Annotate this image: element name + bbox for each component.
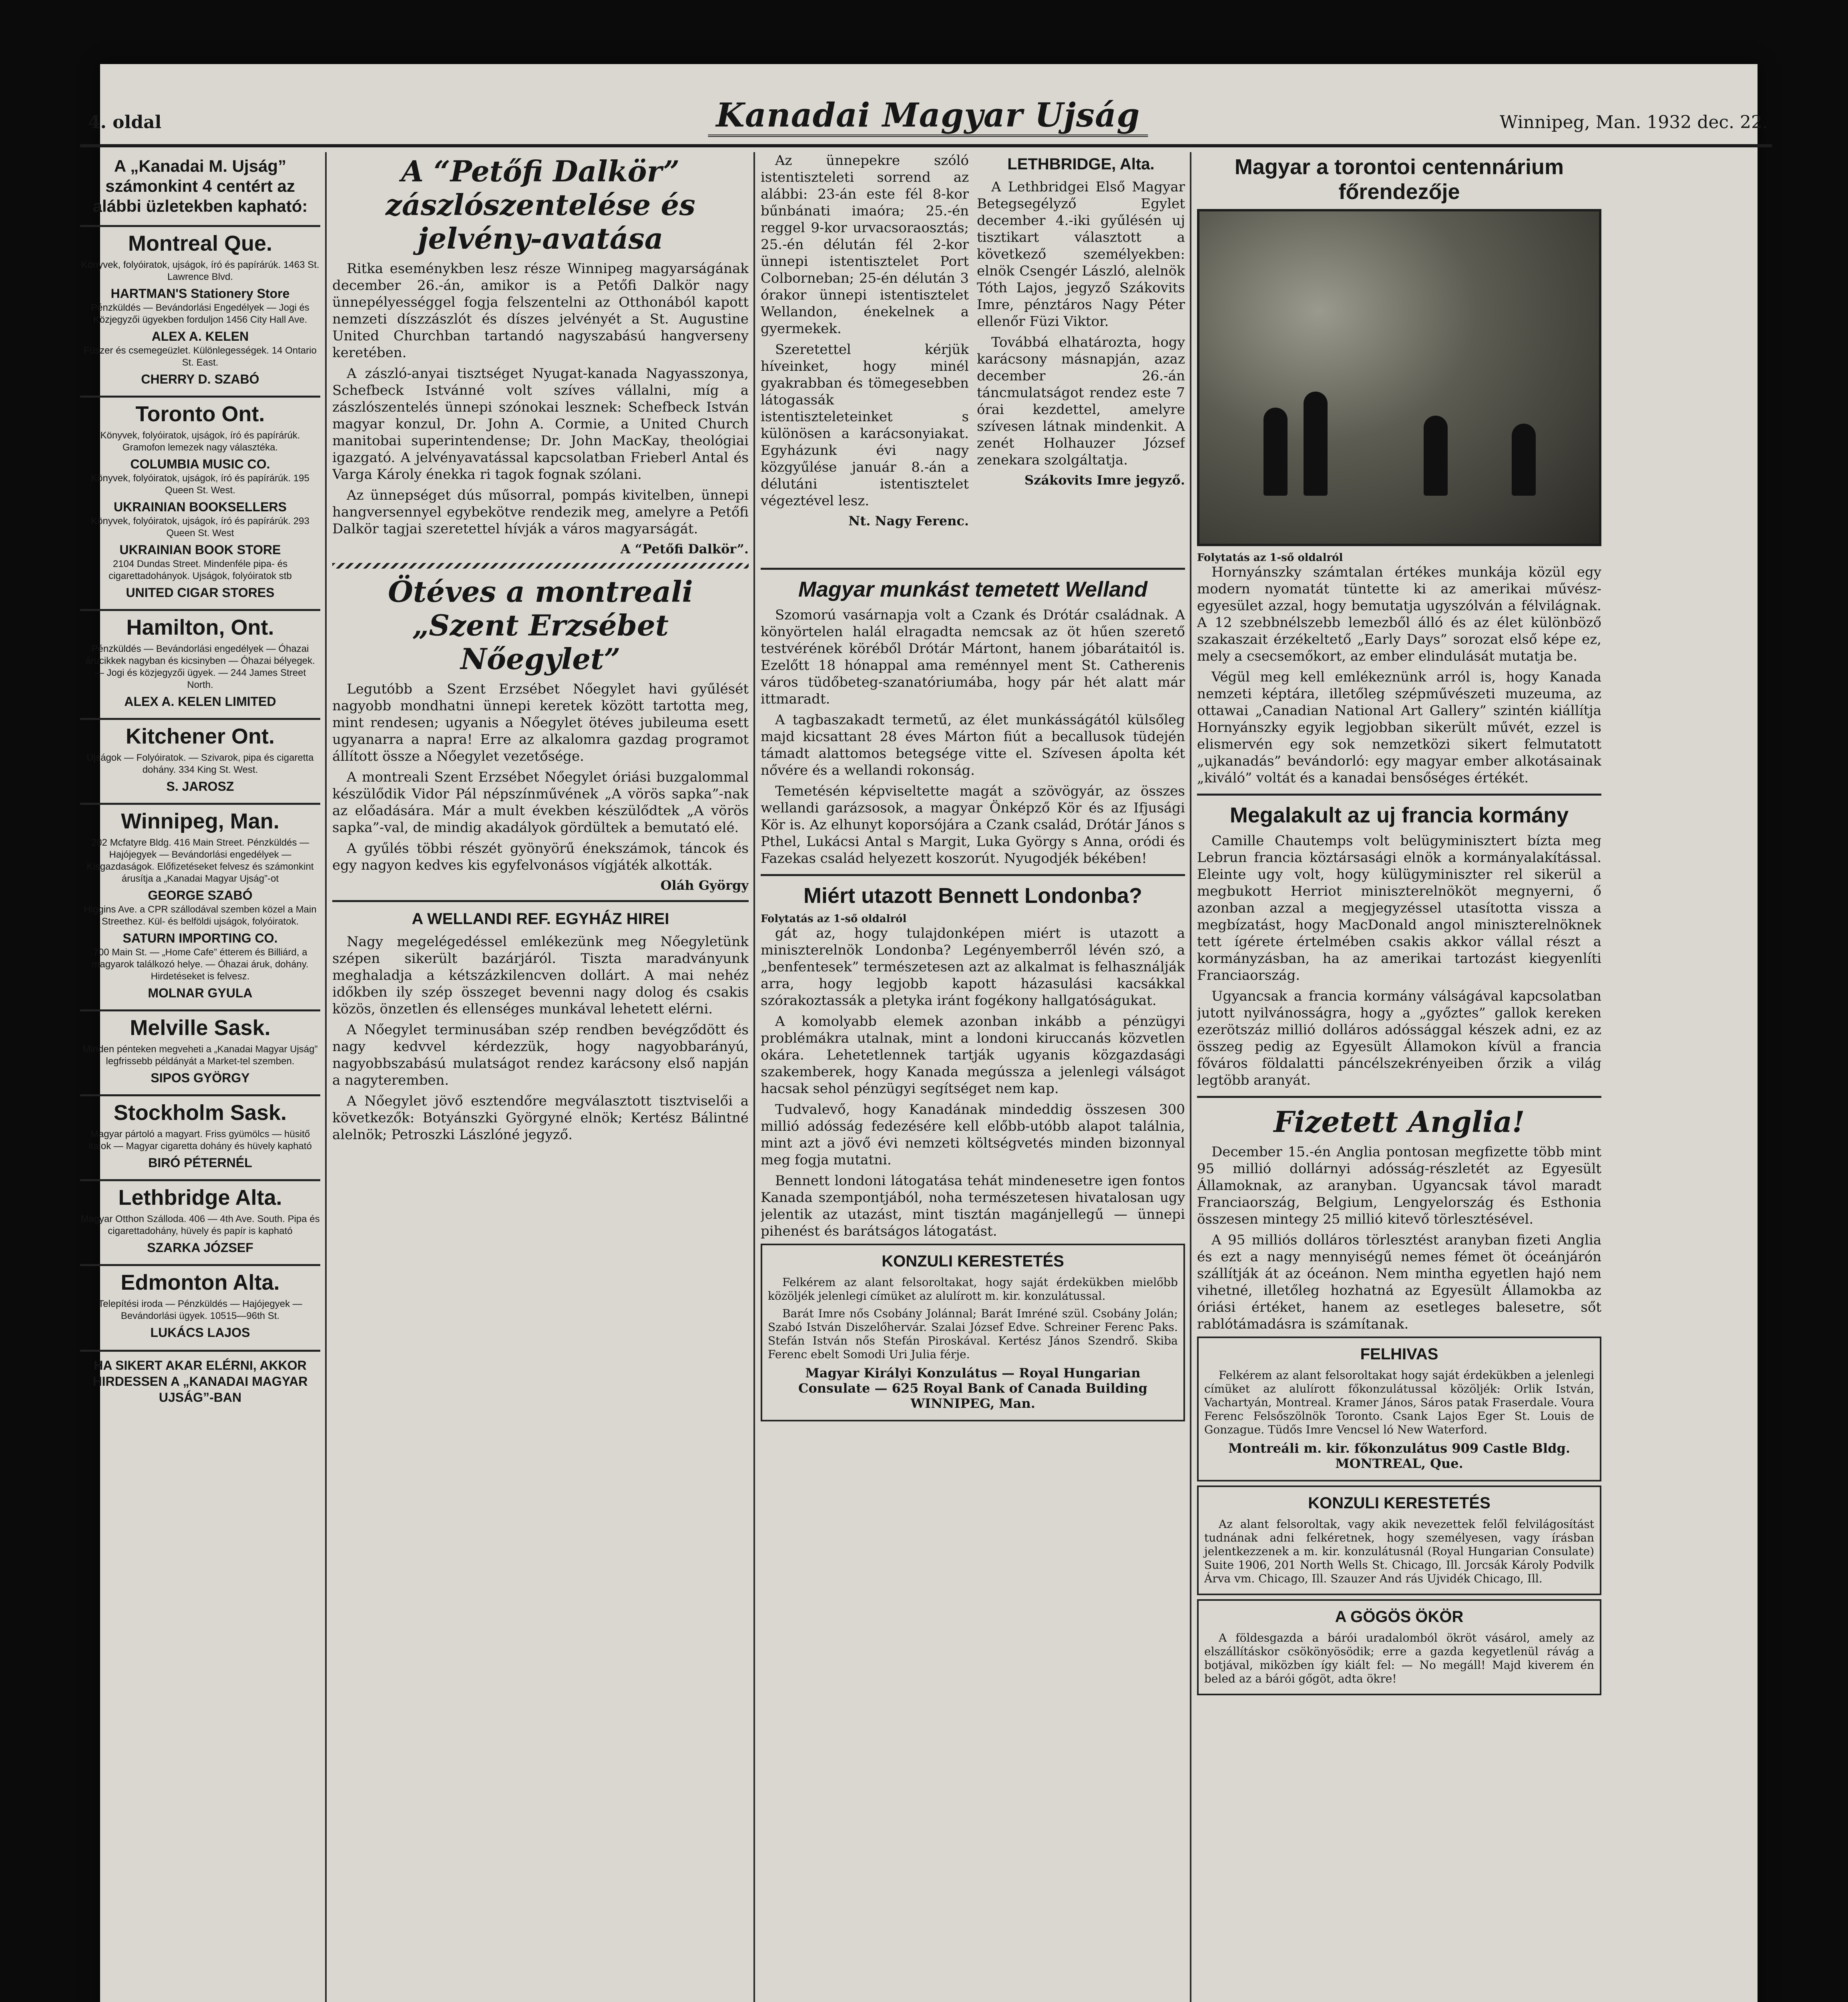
- ad-shop-info: Könyvek, folyóiratok, ujságok, író és papírárúk. 293 Queen St. West: [91, 516, 309, 539]
- ad-shop-info: Füszer és csemegeüzlet. Különlegességek. 14 Ontario St. East.: [84, 345, 317, 368]
- column-rule: [325, 152, 327, 2002]
- article-title: Magyar munkást temetett Welland: [798, 577, 1148, 601]
- article-paragraph: A montreali Szent Erzsébet Nőegylet óriási buzgalommal készülődik Vidor Pál népszínművének „A vörös sapka”-nak az előadására. Már a mult években készülődtek „A vörös sapka”-val, de mindig akadályok gördültek a bemutató elé.: [332, 769, 749, 836]
- anecdote-paragraph: A földesgazda a bárói uradalomból ökröt vásárol, amely az elszállításkor csökönyösödik; erre a gazda kegyetlenül rávág a botjával, miközben így kiált fel: — No megáll! Majd kiverem én beled az a bárói gőgöt, adta ökre!: [1204, 1631, 1594, 1685]
- divider: [761, 874, 1185, 876]
- notice-paragraph: Felkérem az alant felsoroltakat hogy saját érdekükben a jelenlegi címüket az alulírott főkonzulátussal közöljék: Orlik István, Vachartyán, Montreal. Kramer János, Sáros patak Fraserdale. Voura Ferenc Felsőszölnök Toronto. Csank Lajos Eger St. Louis de Gonzague. Tüdős Imre Vencsel ló New Waterford.: [1204, 1369, 1594, 1436]
- column-2: [332, 152, 749, 2002]
- ad-shop-info: Könyvek, folyóiratok, ujságok, író és papírárúk. Gramofon lemezek nagy választéka.: [100, 430, 300, 453]
- article-paragraph: Hornyánszky számtalan értékes munkája közül egy modern nyomatát tüntette ki az amerikai művész-egyesület azzal, hogy bemutatja ugyszólván a félvilágnak. A 12 szebbnélszebb lemezből álló és az élet különböző szakaszait érzékeltető „Early Days” sorozat első képe ez, mely a csecsemőkort, az ember elindulását mutatja be.: [1197, 564, 1601, 664]
- ad-shop-info: Könyvek, folyóiratok, ujságok, író és papírárúk. 1463 St. Lawrence Blvd.: [81, 259, 319, 282]
- ad-shop-info: 202 Mcfatyre Bldg. 416 Main Street. Pénzküldés — Hajójegyek — Bevándorlási engedélyek — Kisgazdaságok. Előfizetéseket felvesz és számonkint árusítja a „Kanadai Magyar Ujság”-ot: [86, 837, 314, 884]
- ad-shop-info: Pénzküldés — Bevándorlási Engedélyek — Jogi és Közjegyzői ügyekben forduljon 1456 City Hall Ave.: [91, 302, 309, 325]
- divider: [332, 900, 749, 902]
- ad-city-heading: Edmonton Alta.: [80, 1264, 320, 1295]
- ad-shop-name: CHERRY D. SZABÓ: [141, 372, 259, 386]
- anecdote-box: [1197, 1599, 1601, 1695]
- figure-silhouette: [1512, 424, 1536, 496]
- article-paragraph: Tudvalevő, hogy Kanadának mindeddig összesen 300 millió adósság fedezésére kell előbb-utóbb alapot találnia, mint azt a jövő évi nemzeti költségvetés minden bizonnyal meg fogja mutatni.: [761, 1102, 1185, 1168]
- ad-shop-name: UNITED CIGAR STORES: [126, 585, 275, 600]
- ad-shop-info: Minden pénteken megveheti a „Kanadai Magyar Ujság” legfrissebb példányát a Market-tel szemben.: [82, 1044, 318, 1067]
- ad-shop-name: UKRAINIAN BOOKSELLERS: [113, 500, 287, 514]
- figure-silhouette: [1304, 392, 1328, 496]
- article-paragraph: gát az, hogy tulajdonképen miért is utazott a miniszterelnök Londonba? Legényemberről lévén szó, a „benfentesek” természetesen azt az alkalmat is felhasználják arra, hogy legjobb kapott házasulási kacsákkal szórakoztassák a pletyka iránt fogékony hallgatóságukat.: [761, 925, 1185, 1009]
- page-number: 4. oldal: [88, 112, 162, 133]
- divider: [761, 568, 1185, 570]
- column-3b: [977, 152, 1185, 513]
- article-paragraph: A Lethbridgei Első Magyar Betegsegélyző Egylet december 4.-iki gyűlésén uj tisztikart választott a következő személyekben: elnök Csengér László, alelnök Tóth Lajos, jegyző Szákovits Imre, pénztáros Nagy Péter ellenőr Füzi Viktor.: [977, 179, 1185, 330]
- article-paragraph: A komolyabb elemek azonban inkább a pénzügyi problémákra utalnak, mint a londoni kiruccanás közvetlen okára. Lehetetlennek tartják ugyanis közgazdasági szakemberek, hogy Kanada megússza a jelenlegi válságot hacsak sehol pénzügyi segítséget nem kap.: [761, 1013, 1185, 1097]
- column-rule: [753, 152, 755, 2002]
- article-title: Magyar a torontoi centennárium főrendezője: [1234, 155, 1564, 204]
- article-paragraph: Szeretettel kérjük híveinket, hogy minél gyakrabban és tömegesebben látogassák istentiszteleteinket s különösen a karácsonyiakat. Egyházunk évi nagy közgyűlése január 8.-án a délutáni istentisztelet végeztével lesz.: [761, 342, 969, 509]
- notice-paragraph: Az alant felsoroltak, vagy akik nevezettek felől felvilágosítást tudnának adni felkéretnek, hogy személyesen, vagy írásban jelentkezzenek a m. kir. konzulátusnál (Royal Hungarian Consulate) Suite 1906, 201 North Wells St. Chicago, Ill. Jorcsák Károly Podvilk Árva vm. Chicago, Ill. Szauzer And rás Ujvidék Chicago, Ill.: [1204, 1518, 1594, 1585]
- ad-city-heading: Hamilton, Ont.: [80, 609, 320, 640]
- article-paragraph: A Nőegylet jövő esztendőre megválasztott tisztviselői a következők: Botyánszki Györgyné elnök; Kertész Bálintné alelnök; Petroszki Lászlóné jegyző.: [332, 1093, 749, 1143]
- notice-title: KONZULI KERESTETÉS: [1308, 1494, 1490, 1512]
- article-paragraph: A 95 milliós dolláros törlesztést aranyban fizeti Anglia és ezt a nagy mennyiségű nemes fémet öt óceánjárón szállítják át az óceánon. Nem mintha egyetlen hajó nem vihetné, illetőleg hozhatná az Egyesült Államokba az óriási értéket, hanem az esetleges balesetre, sőt rablótámadásra is számítanak.: [1197, 1232, 1601, 1332]
- notice-paragraph: Barát Imre nős Csobány Jolánnal; Barát Imréné szül. Csobány Jolán; Szabó István Diszelőhervár. Szalai József Edve. Schreiner Ferenc Paks. Stefán István nős Stefán Piroskával. Kertész János Szendrő. Skiba Ferenc ebelt Somodi Uri Julia férje.: [768, 1307, 1178, 1361]
- consulate-address: Montreáli m. kir. főkonzulátus 909 Castle Bldg. MONTREAL, Que.: [1228, 1441, 1570, 1471]
- artwork-photo: [1197, 209, 1601, 546]
- article-paragraph: Továbbá elhatározta, hogy karácsony másnapján, azaz december 26.-án táncmulatságot rendez este 7 órai kezdettel, amelyre szívesen látnak mindenkit. A zenét Holhauzer József zenekara szolgáltatja.: [977, 334, 1185, 468]
- masthead: [88, 96, 1768, 140]
- article-signature: Nt. Nagy Ferenc.: [848, 513, 969, 529]
- ad-shop-name: SZARKA JÓZSEF: [147, 1240, 253, 1255]
- article-paragraph: Temetésén képviseltette magát a szövögyár, az összes wellandi garázsosok, a magyar Önképző Kör és az Ifjusági Kör is. Az elhunyt koporsójára a Czank család, Drótár János s Pthel, Lukácsi Antal s Margit, Luka György s Anna, oródi és Fazekas család helyezett koszorút. Nyugodjék békében!: [761, 783, 1185, 866]
- figure-silhouette: [1424, 416, 1448, 496]
- figure-silhouette: [1263, 408, 1288, 496]
- article-paragraph: Az ünnepséget dús műsorral, pompás kivitelben, ünnepi hangversennyel egybekötve rendezik meg, amelyre a Petőfi Dalkör tagjai szeretettel hívják a város magyarságát.: [332, 487, 749, 537]
- article-paragraph: A tagbaszakadt termetű, az élet munkásságától külsőleg majd kicsattant 28 éves Márton fiút a becallusok tüdején támadt alattomos betegsége vitte el. Szívesen ápolta két nővére és a wellandi rokonság.: [761, 712, 1185, 778]
- ad-shop-info: 2104 Dundas Street. Mindenféle pipa- és cigarettadohányok. Ujságok, folyóiratok stb: [108, 559, 292, 581]
- article-paragraph: Legutóbb a Szent Erzsébet Nőegylet havi gyűlését nagyobb mondhatni ünnepi keretek között tartotta meg, mint rendesen; ugyanis a Nőegylet ötéves jubileuma esett ugyanarra a napra! Erre az alkalomra gazdag programot állított össze a Nőegylet vezetősége.: [332, 681, 749, 764]
- column-rule: [1190, 152, 1191, 2002]
- article-paragraph: Az ünnepekre szóló istentiszteleti sorrend az alábbi: 23-án este fél 8-kor bűnbánati imaóra; 25.-én reggel 9-kor urvacsoraosztás; 25.-én délután fél 2-kor ünnepi istentisztelet Port Colborneban; 25-én délután 3 órakor ünnepi istentisztelet Wellandon, énekelnek a gyermekek.: [761, 153, 969, 337]
- article-paragraph: A gyűlés többi részét gyönyörű énekszámok, táncok és egy nagyon kedves kis egyfelvonásos vígjáték alkották.: [332, 840, 749, 873]
- notice-title: KONZULI KERESTETÉS: [882, 1252, 1064, 1270]
- ad-shop-info: Könyvek, folyóiratok, ujságok, író és papírárúk. 195 Queen St. West.: [91, 473, 309, 496]
- ad-shop-name: HARTMAN'S Stationery Store: [110, 286, 290, 301]
- divider: [1197, 794, 1601, 796]
- ad-shop-name: MOLNAR GYULA: [148, 986, 253, 1000]
- issue-date: Winnipeg, Man. 1932 dec. 22.: [1500, 112, 1768, 133]
- article-paragraph: Bennett londoni látogatása tehát mindenesetre igen fontos Kanada szempontjából, noha természetesen hivatalosan ugy jelentik az utazást, mint tisztán magánjellegű — ünnepi pihenést és barátságos látogatást.: [761, 1173, 1185, 1239]
- ad-shop-info: Magyar pártoló a magyart. Friss gyümölcs — hüsitő italok — Magyar cigaretta dohány és hüvely kapható: [88, 1129, 312, 1152]
- notice-paragraph: Felkérem az alant felsoroltakat, hogy saját érdekükben mielőbb közöljék jelenlegi címüket az alulírott m. kir. konzulátussal.: [768, 1276, 1178, 1303]
- article-title: Ötéves a montreali „Szent Erzsébet Nőegylet”: [388, 575, 693, 676]
- ads-column: [80, 152, 320, 2002]
- article-paragraph: Ritka eseménykben lesz része Winnipeg magyarságának december 26.-án, amikor is a Petőfi Dalkör nagy ünnepélyességgel fogja felszentelni az Otthonából kapott nemzeti díszzászlót és díszes jelvényét a St. Augustine United Churchban tartandó nagyszabású hangverseny keretében.: [332, 261, 749, 361]
- ads-list: [80, 225, 320, 1340]
- ad-shop-info: 700 Main St. — „Home Cafe” étterem és Billiárd, a magyarok találkozó helye. — Óhazai áruk, dohány. Hirdetéseket is felvesz.: [92, 947, 309, 982]
- ad-shop-info: Magyar Otthon Szálloda. 406 — 4th Ave. South. Pipa és cigarettadohány, hüvely és papír is kapható: [80, 1214, 320, 1236]
- article-title: A “Petőfi Dalkör” zászlószentelése és jelvény-avatása: [386, 154, 695, 255]
- ad-shop-name: SATURN IMPORTING CO.: [123, 931, 278, 945]
- article-paragraph: Camille Chautemps volt belügyminisztert bízta meg Lebrun francia köztársasági elnök a kormányalakítással. Eleinte ugy volt, hogy külügyminiszter rel sikerül a megbukott Herriot miniszterelnököt megnyerni, ő azonban azzal a megjegyzéssel utasította vissza a megbízatást, hogy MacDonald angol miniszterelnöknek tett ígérete értelmében csakis akkor vállal részt a kormányzásban, ha az amerikai tartozást kiegyenlíti Franciaország.: [1197, 833, 1601, 983]
- article-title: A WELLANDI REF. EGYHÁZ HIREI: [412, 910, 669, 928]
- article-paragraph: December 15.-én Anglia pontosan megfizette több mint 95 millió dollárnyi adósság-részletét az Egyesült Államoknak, az aranyban. Ugyancsak távol maradt Franciaország, Belgium, Lengyelország és Esthonia összesen mintegy 25 millió kitevő törlesztésével.: [1197, 1144, 1601, 1227]
- ad-shop-name: GEORGE SZABÓ: [148, 888, 253, 903]
- article-paragraph: Ugyancsak a francia kormány válságával kapcsolatban jutott nyilvánosságra, hogy a „győztes” gallok kereken ezerötszáz millió dolláros adóssággal készek adni, ez az összeg pedig az Egyesült Államokon kívül a francia főváros földalatti páncélszekrényeiben őrzik a világ legtöbb aranyát.: [1197, 988, 1601, 1088]
- newspaper-logo: Kanadai Magyar Ujság: [708, 96, 1148, 137]
- photo-caption: Folytatás az 1-ső oldalról: [1197, 552, 1343, 564]
- article-title: Miért utazott Bennett Londonba?: [803, 884, 1142, 908]
- consulate-notice: [1197, 1337, 1601, 1481]
- ad-shop-name: SIPOS GYÖRGY: [151, 1071, 250, 1085]
- article-signature: Oláh György: [660, 878, 749, 893]
- column-3c: [761, 561, 1185, 2002]
- article-paragraph: Végül meg kell emlékeznünk arról is, hogy Kanada nemzeti képtára, illetőleg szépművészeti muzeuma, az ottawai „Canadian National Art Gallery” szintén kiállítja Hornyánszky egyik legjobban sikerült művét, ezzel is elismervén egy sok nemzetközi sikert felmutatott „ujkanadás” bevándorló: egy magyar ember alkotásainak „kiváló” voltát és a kanadai bensőséges értékét.: [1197, 669, 1601, 786]
- ad-shop-name: S. JAROSZ: [166, 779, 234, 794]
- ad-city-heading: Winnipeg, Man.: [80, 803, 320, 834]
- continuation-note: Folytatás az 1-ső oldalról: [761, 913, 907, 925]
- notice-title: FELHIVAS: [1360, 1345, 1438, 1363]
- divider: [1197, 1096, 1601, 1098]
- masthead-rule: [80, 144, 1772, 147]
- article-paragraph: A Nőegylet terminusában szép rendben bevégződött és nagy kedvvel kérdezzük, hogy nagyobbarányú, nagyobbszabású mulatságot rendez karácsony első napján a nagyteremben.: [332, 1022, 749, 1088]
- advertise-promo: HA SIKERT AKAR ELÉRNI, AKKOR HIRDESSEN A „KANADAI MAGYAR UJSÁG”-BAN: [80, 1350, 320, 1405]
- ad-shop-name: COLUMBIA MUSIC CO.: [130, 457, 270, 471]
- anecdote-title: A GÖGÖS ÖKÖR: [1335, 1608, 1464, 1626]
- consulate-notice: [761, 1244, 1185, 1421]
- ads-heading: A „Kanadai M. Ujság” számonkint 4 centért az alábbi üzletekben kapható:: [92, 157, 308, 215]
- article-paragraph: A zászló-anyai tisztséget Nyugat-kanada Nagyasszonya, Schefbeck Istvánné volt szíves vállalni, míg a zászlószentelés ünnepi szónokai lesznek: Schefbeck István magyar konzul, Dr. John A. Cormie, a United Church manitobai superintendense; Dr. John MacKay, theológiai igazgató. A jelvényavatással kapcsolatban Frieberl Antal és Varga Károly énekka ri tagok fognak szólani.: [332, 366, 749, 482]
- article-title: Fizetett Anglia!: [1274, 1105, 1525, 1139]
- article-title: LETHBRIDGE, Alta.: [1007, 155, 1155, 173]
- article-paragraph: Szomorú vasárnapja volt a Czank és Drótár családnak. A könyörtelen halál elragadta nemcsak az öt hűen szerető testvérének köréből Drótár Mártont, hanem jóbarátaitól is. Ezelőtt 18 hónappal ama reménnyel ment St. Catherenis város tüdőbeteg-szanatóriumába, hogy pár hét alatt már ittmaradt.: [761, 607, 1185, 707]
- ad-city-heading: Kitchener Ont.: [80, 718, 320, 749]
- ad-city-heading: Melville Sask.: [80, 1009, 320, 1040]
- article-title: Megalakult az uj francia kormány: [1229, 803, 1569, 827]
- ad-city-heading: Toronto Ont.: [80, 396, 320, 426]
- ad-city-heading: Stockholm Sask.: [80, 1094, 320, 1125]
- ad-shop-info: Pénzküldés — Bevándorlási engedélyek — Óhazai árucikkek nagyban és kicsinyben — Óhazai bélyegek. — Jogi és közjegyzői ügyek. — 244 James Street North.: [85, 643, 315, 690]
- ad-shop-info: Telepítési iroda — Pénzküldés — Hajójegyek — Bevándorlási ügyek. 10515—96th St.: [98, 1298, 302, 1321]
- wavy-divider: [332, 563, 749, 569]
- ad-shop-name: UKRAINIAN BOOK STORE: [119, 543, 281, 557]
- column-4: [1197, 152, 1601, 2002]
- article-signature: Szákovits Imre jegyző.: [1024, 472, 1185, 488]
- article-signature: A “Petőfi Dalkör”.: [620, 541, 749, 557]
- ad-shop-info: Ujságok — Folyóiratok. — Szivarok, pipa és cigaretta dohány. 334 King St. West.: [86, 752, 314, 775]
- ad-shop-name: BIRÓ PÉTERNÉL: [148, 1156, 252, 1170]
- ad-shop-name: LUKÁCS LAJOS: [150, 1325, 250, 1340]
- ad-shop-info: Higgins Ave. a CPR szállodával szemben közel a Main Streethez. Kül- és belföldi ujságok, folyóiratok.: [84, 904, 317, 927]
- consulate-notice: [1197, 1485, 1601, 1595]
- ad-shop-name: ALEX A. KELEN LIMITED: [124, 694, 276, 709]
- ad-city-heading: Montreal Que.: [80, 225, 320, 256]
- consulate-address: Magyar Királyi Konzulátus — Royal Hungarian Consulate — 625 Royal Bank of Canada Building WINNIPEG, Man.: [798, 1365, 1148, 1411]
- article-paragraph: Nagy megelégedéssel emlékezünk meg Nőegyletünk szépen sikerült bazárjáról. Tiszta maradványunk meghaladja a kétszázkilencven dollárt. A mai nehéz időkben ily szép összeget bevenni nagy dolog és csakis közös, önzetlen és ellenséges munkával lehetett elérni.: [332, 934, 749, 1017]
- ad-shop-name: ALEX A. KELEN: [151, 329, 249, 344]
- ad-city-heading: Lethbridge Alta.: [80, 1179, 320, 1210]
